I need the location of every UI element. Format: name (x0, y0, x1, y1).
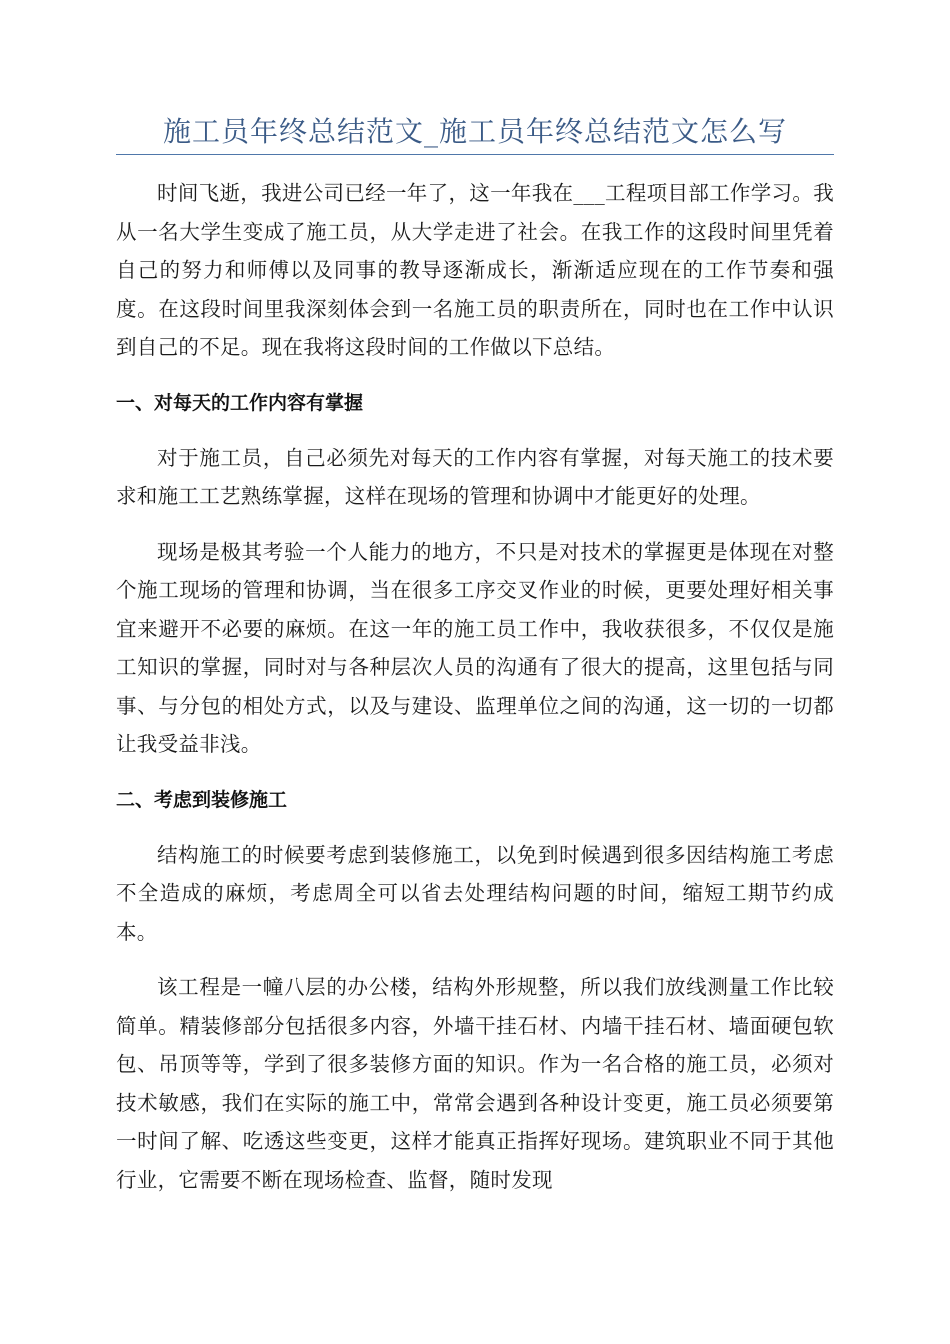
paragraph-intro: 时间飞逝，我进公司已经一年了，这一年我在___工程项目部工作学习。我从一名大学生变成了施工员，从大学走进了社会。在我工作的这段时间里凭着自己的努力和师傅以及同事的教导逐渐成长，渐渐适应现在的工作节奏和强度。在这段时间里我深刻体会到一名施工员的职责所在，同时也在工作中认识到自己的不足。现在我将这段时间的工作做以下总结。 (116, 181, 834, 359)
paragraph-section2-b: 该工程是一幢八层的办公楼，结构外形规整，所以我们放线测量工作比较简单。精装修部分包括很多内容，外墙干挂石材、内墙干挂石材、墙面硬包软包、吊顶等等，学到了很多装修方面的知识。作为一名合格的施工员，必须对技术敏感，我们在实际的施工中，常常会遇到各种设计变更，施工员必须要第一时间了解、吃透这些变更，这样才能真正指挥好现场。建筑职业不同于其他行业，它需要不断在现场检查、监督，随时发现 (116, 975, 834, 1192)
section-heading-1: 一、对每天的工作内容有掌握 (116, 391, 364, 414)
paragraph-section1-b: 现场是极其考验一个人能力的地方，不只是对技术的掌握更是体现在对整个施工现场的管理和协调，当在很多工序交叉作业的时候，更要处理好相关事宜来避开不必要的麻烦。在这一年的施工员工作中，我收获很多，不仅仅是施工知识的掌握，同时对与各种层次人员的沟通有了很大的提高，这里包括与同事、与分包的相处方式，以及与建设、监理单位之间的沟通，这一切的一切都让我受益非浅。 (116, 539, 834, 756)
paragraph-section2-a: 结构施工的时候要考虑到装修施工，以免到时候遇到很多因结构施工考虑不全造成的麻烦，考虑周全可以省去处理结构问题的时间，缩短工期节约成本。 (116, 842, 834, 944)
paragraph-section1-a: 对于施工员，自己必须先对每天的工作内容有掌握，对每天施工的技术要求和施工工艺熟练掌握，这样在现场的管理和协调中才能更好的处理。 (116, 445, 834, 508)
document-body (116, 174, 834, 1216)
title-underline (116, 154, 834, 155)
document-title: 施工员年终总结范文_施工员年终总结范文怎么写 (162, 115, 787, 148)
section-heading-2: 二、考虑到装修施工 (116, 788, 288, 811)
